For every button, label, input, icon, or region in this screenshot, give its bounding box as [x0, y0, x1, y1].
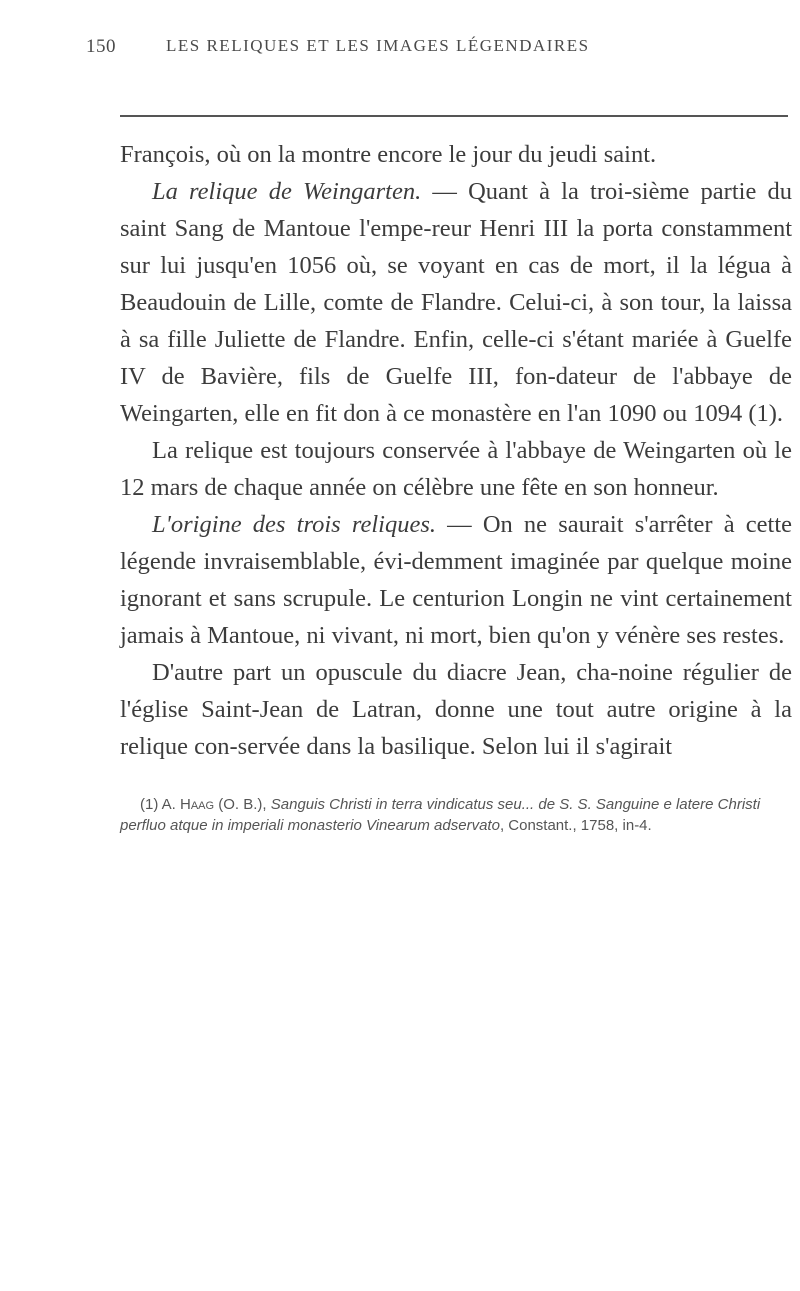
paragraph-4-text: — On ne saurait s'arrêter à cette légende invraisemblable, évi-demment imaginée par quelque moine ignorant et sans scrupule. Le centurion Longin ne vint certainement jamais à Mantoue, ni vivant, ni mort, bien qu'on y vénère ses restes. — [120, 511, 793, 649]
footnote-marker: (1) A. — [140, 796, 181, 813]
footnote-title: Sanguis Christi in terra vindicatus seu... de S. S. Sanguine e latere Christi perfluo atque in imperiali monasterio Vinearum adservato — [120, 796, 761, 834]
paragraph-3 — [120, 432, 792, 506]
paragraph-2 — [120, 173, 792, 432]
section-title-weingarten: La relique de Weingarten. — [152, 178, 422, 205]
footnote-author: Haag — [180, 796, 215, 813]
paragraph-1 — [120, 136, 792, 173]
paragraph-1-text: François, où on la montre encore le jour du jeudi saint. — [120, 141, 657, 168]
paragraph-3-text: La relique est toujours conservée à l'abbaye de Weingarten où le 12 mars de chaque année on célèbre une fête en son honneur. — [120, 437, 792, 501]
paragraph-5 — [120, 654, 792, 765]
paragraph-5-text: D'autre part un opuscule du diacre Jean, cha-noine régulier de l'église Saint-Jean de Latran, donne une tout autre origine à la relique con-servée dans la basilique. Selon lui il s'agirait — [120, 659, 792, 760]
running-head: LES RELIQUES ET LES IMAGES LÉGENDAIRES — [166, 36, 590, 55]
section-title-origine: L'origine des trois reliques. — [152, 511, 436, 538]
page-number: 150 — [86, 36, 116, 57]
header-rule — [120, 115, 788, 117]
footnote-1 — [120, 794, 792, 836]
paragraph-2-text: — Quant à la troi-sième partie du saint Sang de Mantoue l'empe-reur Henri III la porta constamment sur lui jusqu'en 1056 où, se voyant en cas de mort, il la légua à Beaudouin de Lille, comte de Flandre. Celui-ci, à son tour, la laissa à sa fille Juliette de Flandre. Enfin, celle-ci s'étant mariée à Guelfe IV de Bavière, fils de Guelfe III, fon-dateur de l'abbaye de Weingarten, elle en fit don à ce monastère en l'an 1090 ou 1094 (1). — [120, 178, 793, 427]
footnote-author-rest: (O. B.), — [214, 796, 271, 813]
paragraph-4 — [120, 506, 792, 654]
main-text — [120, 136, 792, 765]
footnotes — [120, 794, 792, 836]
footnote-rest: , Constant., 1758, in-4. — [499, 817, 652, 834]
